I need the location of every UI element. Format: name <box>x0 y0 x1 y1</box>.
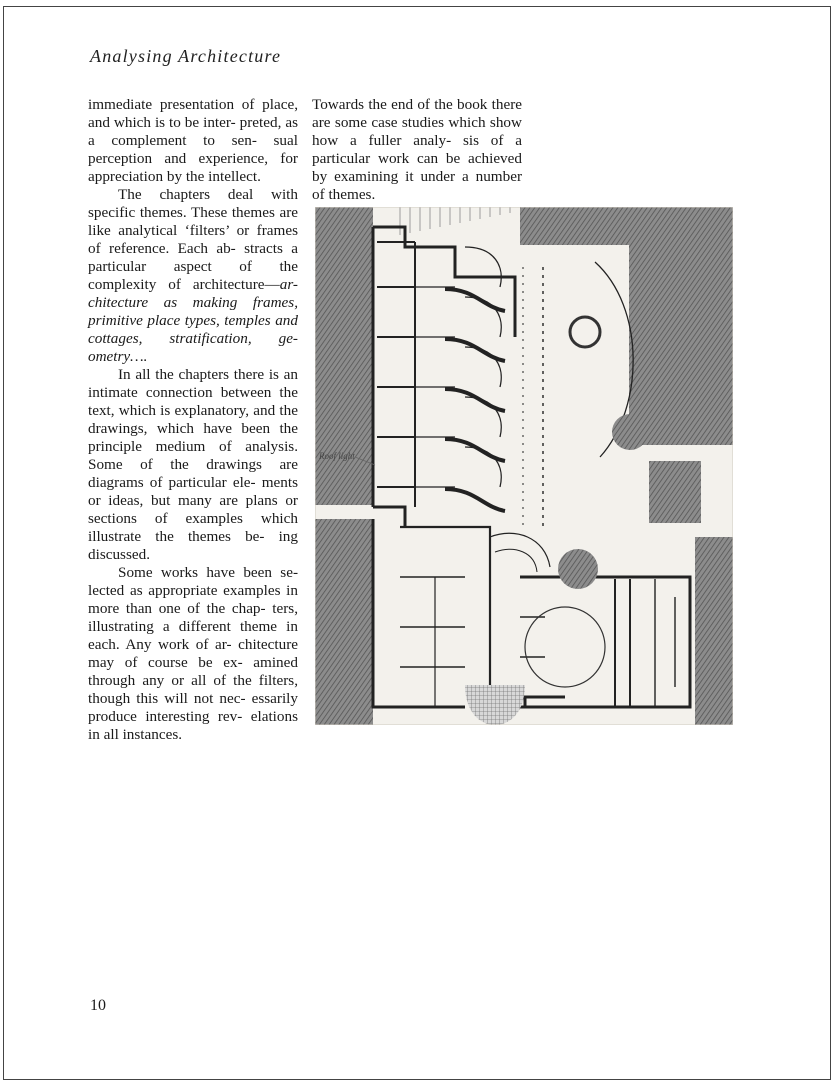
shaded-ground-bottom-right <box>695 537 733 725</box>
left-text-column <box>88 96 298 744</box>
page-number: 10 <box>90 997 106 1014</box>
stair-lines <box>400 207 510 235</box>
plan-drawing <box>315 207 733 725</box>
paragraph-1: immediate presentation of place, and which is to be inter- preted, as a complement to sen- sual perception and experience, for appreciation by the intellect. <box>88 96 298 185</box>
round-planter-lower <box>558 549 598 589</box>
shaded-ground-left-lower <box>315 519 373 725</box>
paragraph-2 <box>88 186 298 366</box>
paragraph-4: Some works have been se- lected as appropriate examples in more than one of the chap- ters, illustrating a different theme in each. Any work of ar- chitecture may of course be ex- amined through any or all of the filters, though this will not nec- essarily produce interesting rev- elations in all instances. <box>88 564 298 743</box>
plan-drawing-svg <box>315 207 733 725</box>
paragraph-2-text: The chapters deal with specific themes. These themes are like analytical ‘filters’ or frames of reference. Each ab- stracts a particular aspect of the complexity of architecture— <box>88 186 298 293</box>
circular-court <box>525 607 605 687</box>
shaded-ground-right <box>629 245 733 445</box>
shaded-ground-top-right <box>520 207 733 245</box>
right-text-column <box>312 96 522 204</box>
apse-grid <box>465 685 525 725</box>
circular-pool <box>570 317 600 347</box>
roof-light-annotation: Roof light <box>319 451 355 461</box>
paragraph-3: In all the chapters there is an intimate connection between the text, which is explanatory, and the drawings, which have been the principle medium of analysis. Some of the drawings are diagrams of particular ele- ments or ideas, but many are plans or sections of examples which illustrate the themes be- ing discussed. <box>88 366 298 563</box>
round-planter <box>612 414 648 450</box>
theme-list-italic: ar- chitecture as making frames, primitive place types, temples and cottages, stratification, ge- ometry…. <box>88 276 298 365</box>
running-head: Analysing Architecture <box>90 46 282 66</box>
paragraph-case-studies: Towards the end of the book there are some case studies which show how a fuller analy- sis of a particular work can be achieved by examining it under a number of themes. <box>312 96 522 203</box>
shaded-block-right <box>649 461 701 523</box>
